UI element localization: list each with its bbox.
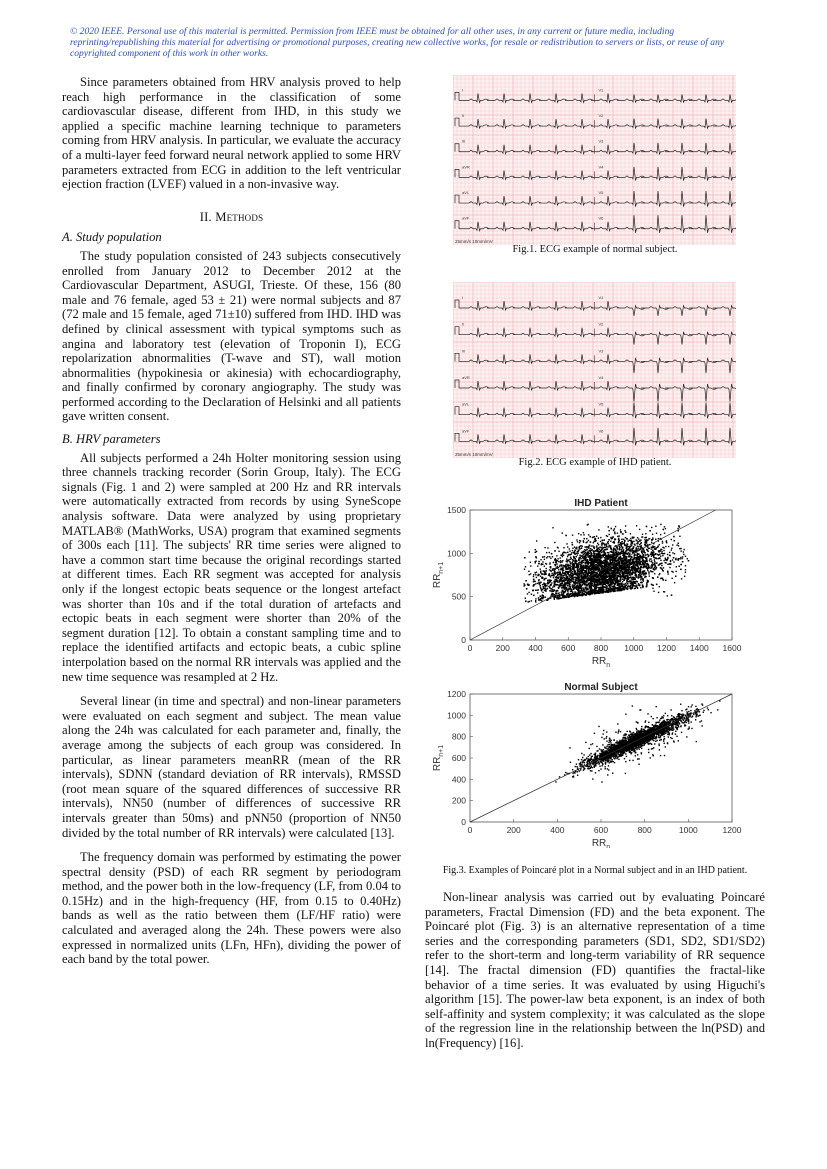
ecg-scale-label: 25mm/s 10mm/mV [455, 239, 493, 244]
subsection-b-heading: B. HRV parameters [62, 432, 161, 447]
ecg-lead-label: V5 [598, 401, 604, 407]
study-population-paragraph: The study population consisted of 243 subjects consecutively enrolled from January 2012 to December 2012 at the Cardiovascular Department, ASUGI, Trieste. Of these, 156 (80 male and 76 female, aged 53 ± 21) were normal subjects and 87 (72 male and 15 female, aged 71±10) suffered from IHD. IHD was defined by clinical assessment with typical symptoms such as angina and laboratory test (elevation of Troponin I), ECG repolarization abnormalities (T-wave and ST), wall motion abnormalities (hypokinesia or akinesia) with echocardiography, and finally confirmed by coronary angiography. The study was performed according to the Declaration of Helsinki and all patients gave written consent. [62, 248, 401, 424]
poincare-plot-normal [425, 676, 745, 848]
ecg-lead-label: aVF [462, 215, 470, 221]
right-column [425, 890, 765, 1051]
x-tick-label: 1000 [678, 825, 698, 835]
y-tick-label: 400 [451, 774, 466, 785]
ecg-lead-label: I [462, 295, 464, 300]
x-tick-label: 800 [637, 825, 652, 835]
y-tick-label: 500 [451, 591, 466, 602]
y-axis-label: $RR_{n+1}$ [432, 561, 445, 589]
x-tick-label: 1400 [689, 643, 709, 653]
section-number: II. [199, 209, 212, 224]
section-heading [62, 210, 401, 225]
x-tick-label: 200 [506, 825, 521, 835]
ecg-figure-normal [453, 75, 736, 270]
x-tick-label: 400 [528, 643, 543, 653]
hrv-paragraph-3: The frequency domain was performed by estimating the power spectral density (PSD) of each RR segment by periodogram method, and the power both in the low-frequency (LF, from 0.04 to 0.15Hz) and in the high-frequency (HF, from 0.15 to 0.40Hz) bands as well as the ratio between them (LF/HF ratio) were calculated and averaged along the 24h. These powers were also expressed in normalized units (LFn, HFn), dividing the power of each band by the total power. [62, 850, 401, 967]
x-tick-label: 1000 [624, 643, 644, 653]
ecg-lead-label: III [462, 138, 466, 144]
left-column [62, 75, 401, 967]
ecg-lead-label: V3 [598, 348, 604, 354]
ecg-figure-ihd [453, 282, 736, 458]
x-tick-label: 0 [467, 825, 473, 835]
ecg-lead-label: aVL [462, 190, 470, 196]
y-tick-label: 800 [451, 731, 466, 742]
fig3-caption: Fig.3. Examples of Poincaré plot in a Normal subject and in an IHD patient. [442, 865, 748, 876]
y-tick-label: 1000 [447, 710, 466, 721]
x-tick-label: 1200 [722, 825, 742, 835]
subsection-a-heading: A. Study population [62, 230, 162, 245]
fig2-caption: Fig.2. ECG example of IHD patient. [518, 457, 672, 468]
ecg-lead-label: V1 [598, 295, 604, 300]
ecg-lead-label: V3 [598, 138, 604, 144]
y-tick-label: 600 [451, 753, 466, 763]
copyright-notice: © 2020 IEEE. Personal use of this material is permitted. Permission from IEEE must be obtained for all other uses, in any current or future media, including reprinting/republishing this material for advertising or promotional purposes, creating new collective works, for resale or redistribution to servers or lists, or reuse of any copyrighted component of this work in other works. [70, 26, 725, 59]
ecg-lead-label: aVR [462, 164, 470, 170]
x-tick-label: 600 [593, 825, 609, 835]
y-tick-label: 200 [451, 795, 466, 806]
plot-title: IHD Patient [574, 498, 628, 509]
x-tick-label: 800 [593, 643, 609, 653]
y-tick-label: 0 [461, 817, 466, 827]
hrv-paragraph-2: Several linear (in time and spectral) and non-linear parameters were evaluated on each segment and subject. The mean value along the 24h was calculated for each parameter and, finally, the average among the subjects of each group was considered. In particular, as linear parameters meanRR (mean of the RR intervals), SDNN (standard deviation of RR intervals), RMSSD (root mean square of the squared differences of successive RR intervals), NN50 (number of differences of successive RR intervals greater than 50ms) and pNN50 (proportion of NN50 divided by the total number of RR intervals) were calculated [13]. [62, 694, 401, 840]
intro-paragraph: Since parameters obtained from HRV analysis proved to help reach high performance in the classification of some cardiovascular disease, different from IHD, in this study we applied a specific machine learning technique to parameters coming from HRV analysis. In particular, we evaluate the accuracy of a multi-layer feed forward neural network applied to some HRV parameters extracted from ECG in addition to the left ventricular ejection fraction (LVEF) valued in a non-invasive way. [62, 75, 401, 192]
ecg-lead-label: II [462, 321, 465, 327]
plot-title: Normal Subject [564, 682, 638, 693]
y-axis-label: $RR_{n+1}$ [432, 744, 445, 772]
x-axis-label: $RR_n$ [591, 838, 611, 848]
y-tick-label: 0 [461, 635, 466, 645]
x-tick-label: 400 [550, 825, 565, 835]
ecg-lead-label: V1 [598, 87, 604, 93]
ecg-lead-label: III [462, 348, 466, 354]
nonlinear-paragraph: Non-linear analysis was carried out by evaluating Poincaré parameters, Fractal Dimension (FD) and the beta exponent. The Poincaré plot (Fig. 3) is an alternative representation of a time series and the corresponding parameters (SD1, SD2, SD1/SD2) refer to the short-term and long-term variability of RR sequence [14]. The fractal dimension (FD) quantifies the fractal-like behavior of a time series. It was evaluated by using Higuchi's algorithm [15]. The power-law beta exponent, is an index of both self-affinity and system complexity; it was calculated as the slope of the regression line in the relationship between the ln(PSD) and ln(Frequency) [16]. [425, 890, 765, 1050]
hrv-paragraph-1: All subjects performed a 24h Holter monitoring session using three channels tracking recorder (Sorin Group, Italy). The ECG signals (Fig. 1 and 2) were sampled at 200 Hz and RR intervals were automatically extracted from records by using SyneScope analysis software. Data were analyzed by using proprietary MATLAB® (MathWorks, USA) program that examined segments of 300s each [11]. The subjects' RR time series were aligned to have a common start time because the original recordings started at different times. Each RR segment was accepted for analysis only if the longest ectopic beats sequence or the longest artefact was shorter than 10s and if the total duration of artefacts and ectopic beats in each segment were shorter than 20% of the segment duration [12]. To obtain a constant sampling time and to replace the identified artifacts and ectopic beats, a cubic spline interpolation based on the normal RR intervals was applied and the new time sequence was resampled at 2 Hz. [62, 450, 401, 684]
x-tick-label: 1600 [722, 643, 742, 653]
ecg-lead-label: V5 [598, 190, 604, 196]
y-tick-label: 1200 [447, 689, 466, 699]
x-tick-label: 1200 [657, 643, 676, 653]
x-tick-label: 200 [495, 643, 510, 653]
poincare-plot-ihd [425, 492, 745, 680]
y-tick-label: 1000 [447, 548, 466, 559]
x-tick-label: 0 [467, 643, 473, 653]
ecg-lead-label: II [462, 113, 465, 119]
x-axis-label: $RR_n$ [591, 656, 611, 669]
fig1-caption: Fig.1. ECG example of normal subject. [512, 244, 678, 255]
ecg-lead-label: V4 [598, 375, 604, 380]
ecg-lead-label: I [462, 87, 464, 93]
ecg-lead-label: V4 [598, 164, 604, 170]
ecg-lead-label: V6 [598, 215, 604, 221]
ecg-lead-label: aVL [462, 401, 470, 407]
section-title: Methods [215, 209, 264, 224]
ecg-lead-label: V2 [598, 321, 604, 327]
ecg-lead-label: aVF [462, 428, 470, 434]
ecg-scale-label: 25mm/s 10mm/mV [455, 452, 493, 457]
ecg-lead-label: V6 [598, 428, 604, 434]
x-tick-label: 600 [561, 643, 576, 653]
ecg-lead-label: V2 [598, 113, 604, 119]
ecg-lead-label: aVR [462, 375, 470, 380]
y-tick-label: 1500 [447, 505, 466, 515]
